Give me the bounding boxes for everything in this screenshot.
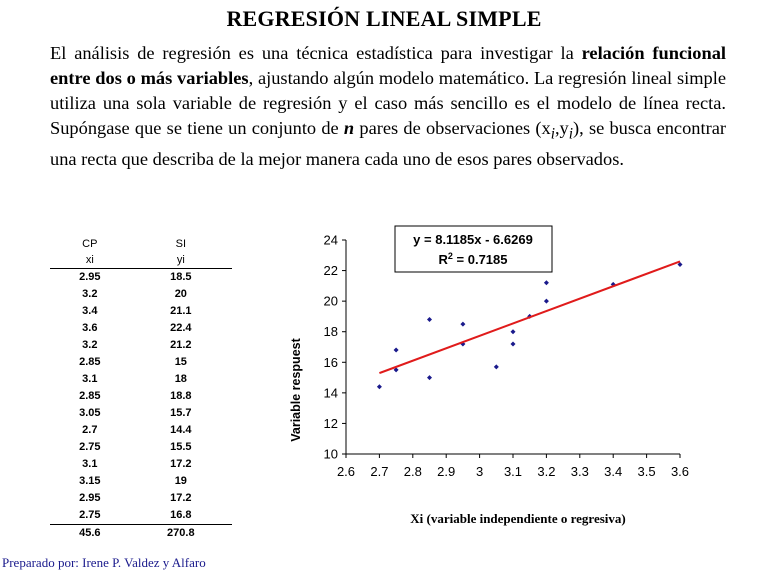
cell-x: 2.85 [79,356,101,368]
data-point [494,364,499,369]
data-point [394,348,399,353]
cell-x: 3.1 [82,458,98,470]
col-sub-xi: xi [50,252,130,269]
data-point [511,329,516,334]
table-row [50,473,232,490]
table-row [50,371,232,388]
intro-text-4: ), se busca encontrar una recta que describa de la mejor manera cada uno de esos pares observados. [50,118,727,169]
cell-y: 17.2 [170,492,192,504]
cell-x: 2.75 [79,509,101,521]
cell-y: 21.1 [170,305,192,317]
cell-x: 3.15 [79,475,101,487]
col-sub-yi: yi [130,252,232,269]
y-tick-label: 20 [323,293,338,309]
data-point [427,375,432,380]
cell-x: 2.95 [79,271,101,283]
equation-box [395,226,552,272]
cell-x: 2.85 [79,390,101,402]
credit-footer: Preparado por: Irene P. Valdez y Alfaro [2,555,206,570]
table-row [50,422,232,439]
r2-sup: 2 [447,251,453,261]
col-header-si: SI [175,238,187,250]
cell-y: 19 [174,475,187,487]
cell-y: 15.5 [170,441,192,453]
data-point [460,322,465,327]
table-row [50,439,232,456]
cell-x: 2.95 [79,492,101,504]
y-tick-label: 22 [323,263,338,279]
y-tick-label: 18 [323,324,338,340]
table-row [50,388,232,405]
cell-x: 3.05 [79,407,101,419]
r2-value: = 0.7185 [452,252,508,267]
data-point [377,384,382,389]
x-tick-label: 3.1 [503,464,523,479]
table-row [50,303,232,320]
cell-y: 22.4 [170,322,192,334]
x-tick-label: 3.3 [570,464,589,479]
x-tick-label: 2.9 [437,464,456,479]
col-header-cp: CP [82,238,98,250]
r2-label: R [438,252,448,267]
x-tick-label: 2.6 [336,464,356,479]
table-row [50,337,232,354]
cell-x: 3.4 [82,305,98,317]
cell-x: 2.75 [79,441,101,453]
x-tick-label: 3.6 [670,464,690,479]
x-tick-label: 2.8 [403,464,422,479]
cell-x: 2.7 [82,424,98,436]
cell-y: 14.4 [170,424,192,436]
data-point [544,280,549,285]
intro-text-2: , ajustando algún modelo matemático. La regresión lineal simple utiliza una sola variable de regresión y el caso más sencillo es el modelo de línea recta. Supóngase que se tiene un conjunto de [50,68,726,138]
intro-comma-y: ,y [554,118,569,138]
x-axis-label: Xi (variable independiente o regresiva) [410,511,626,526]
cell-x: 3.6 [82,322,98,334]
intro-sub-i2: i [568,125,574,143]
data-point [511,341,516,346]
x-tick-label: 3.4 [604,464,623,479]
intro-n: n [343,118,355,138]
cell-x: 3.2 [82,288,98,300]
table-row [50,269,232,287]
intro-bold-phrase: relación funcional entre dos o más variables [50,43,726,88]
x-tick-label: 2.7 [370,464,389,479]
y-tick-label: 16 [323,354,338,370]
y-tick-label: 24 [323,232,338,248]
table-row [50,320,232,337]
cell-y: 21.2 [170,339,192,351]
page-title: REGRESIÓN LINEAL SIMPLE [226,6,542,31]
y-tick-label: 14 [323,385,338,401]
scatter-chart [280,222,700,532]
cell-y: 17.2 [170,458,192,470]
cell-y: 15.7 [170,407,192,419]
regression-equation: y = 8.1185x - 6.6269 [413,232,533,247]
trendline [379,261,680,373]
data-table [50,236,232,542]
table-row [50,286,232,303]
data-point [427,317,432,322]
cell-y: 18.8 [170,390,192,402]
cell-x: 3.1 [82,373,98,385]
cell-y: 18.5 [170,271,192,283]
cell-y: 16.8 [170,509,192,521]
intro-text-1: El análisis de regresión es una técnica estadística para investigar la [50,43,582,63]
table-row [50,354,232,371]
y-tick-label: 12 [323,415,338,431]
table-row [50,405,232,422]
cell-y: 18 [174,373,187,385]
table-row [50,490,232,507]
x-tick-label: 3 [475,464,484,479]
x-tick-label: 3.5 [637,464,656,479]
intro-sub-i1: i [550,125,555,143]
x-tick-label: 3.2 [537,464,556,479]
table-row [50,507,232,525]
total-y: 270.8 [130,525,232,543]
cell-y: 15 [174,356,187,368]
cell-x: 3.2 [82,339,98,351]
cell-y: 20 [174,288,187,300]
y-tick-label: 10 [323,446,338,462]
total-x: 45.6 [50,525,130,543]
intro-text-3: pares de observaciones (x [354,118,551,138]
table-row [50,456,232,473]
data-point [544,299,549,304]
y-axis-label: Variable respuest [289,338,303,442]
intro-paragraph [50,41,726,172]
